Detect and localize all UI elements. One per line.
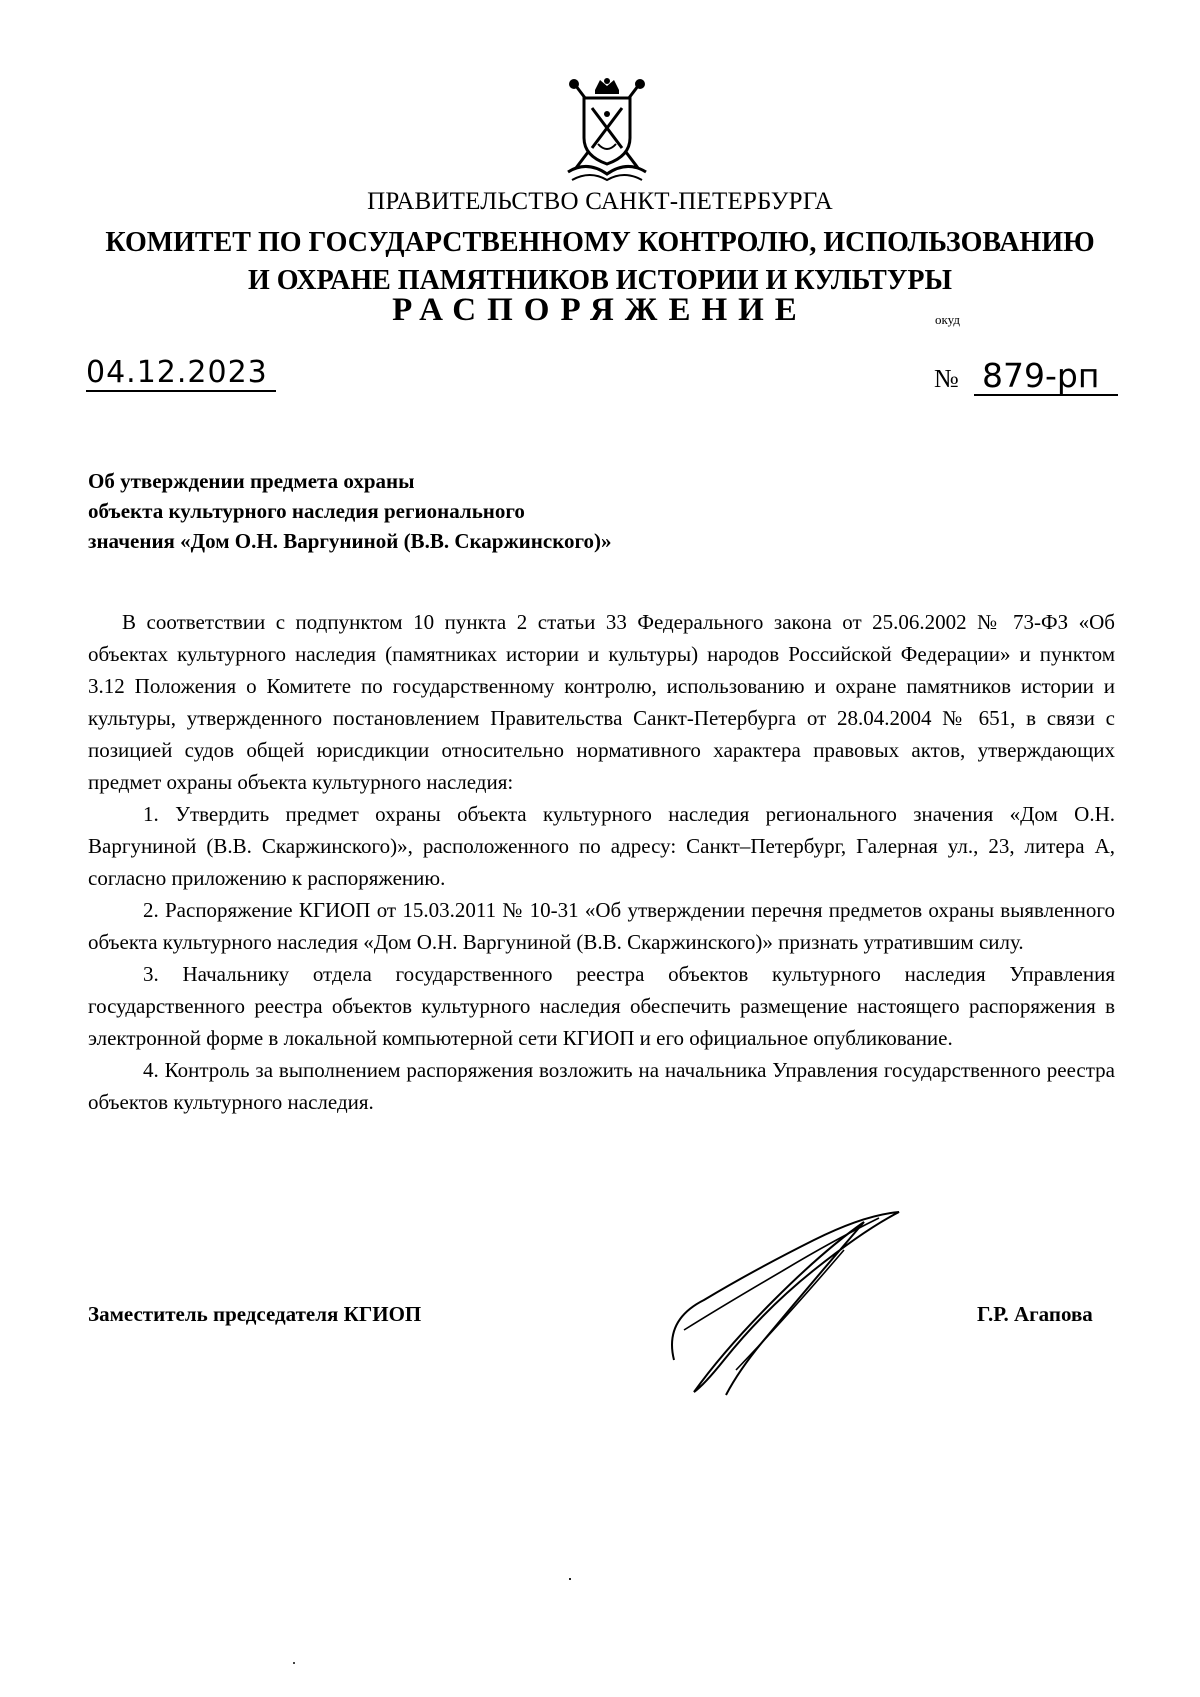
order-point: 2. Распоряжение КГИОП от 15.03.2011 № 10-31 «Об утверждении перечня предметов охраны выявленного объекта культурного наследия «Дом О.Н. Варгуниной (В.В. Скаржинского)» признать утратившим силу. xyxy=(88,898,1115,954)
number-value: 879-рп xyxy=(974,358,1118,396)
coat-of-arms-icon xyxy=(562,76,652,184)
okud-label: окуд xyxy=(935,312,960,327)
order-point: 3. Начальнику отдела государственного реестра объектов культурного наследия Управления государственного реестра объектов культурного наследия обеспечить размещение настоящего распоряжения в электронной форме в локальной компьютерной сети КГИОП и его официальное опубликование. xyxy=(88,962,1115,1050)
intro-paragraph: В соответствии с подпунктом 10 пункта 2 статьи 33 Федерального закона от 25.06.2002 № 73-ФЗ «Об объектах культурного наследия (памятниках истории и культуры) народов Российской Федерации» и пунктом 3.12 Положения о Комитете по государственному контролю, использованию и охране памятников истории и культуры, утвержденного постановлением Правительства Санкт-Петербурга от 28.04.2004 № 651, в связи с позицией судов общей юрисдикции относительно нормативного характера правовых актов, утверждающих предмет охраны объекта культурного наследия: xyxy=(88,610,1115,794)
document-date: 04.12.2023 xyxy=(86,356,276,392)
subject-line: Об утверждении предмета охраны xyxy=(88,469,415,493)
committee-line: КОМИТЕТ ПО ГОСУДАРСТВЕННОМУ КОНТРОЛЮ, ИСПОЛЬЗОВАНИЮ xyxy=(105,227,1095,258)
number-sign: № xyxy=(934,364,959,393)
committee-line: И ОХРАНЕ ПАМЯТНИКОВ ИСТОРИИ И КУЛЬТУРЫ xyxy=(248,265,952,296)
subject-line: значения «Дом О.Н. Варгуниной (В.В. Скаржинского)» xyxy=(88,529,612,553)
order-point: 1. Утвердить предмет охраны объекта культурного наследия регионального значения «Дом О.Н. Варгуниной (В.В. Скаржинского)», расположенного по адресу: Санкт–Петербург, Галерная ул., 23, литера А, согласно приложению к распоряжению. xyxy=(88,802,1115,890)
government-name: ПРАВИТЕЛЬСТВО САНКТ-ПЕТЕРБУРГА xyxy=(367,188,833,215)
signature-icon xyxy=(664,1210,904,1400)
scan-speck xyxy=(293,1662,295,1664)
scan-speck xyxy=(569,1578,571,1580)
signer-name: Г.Р. Агапова xyxy=(977,1302,1093,1326)
order-point: 4. Контроль за выполнением распоряжения возложить на начальника Управления государственного реестра объектов культурного наследия. xyxy=(88,1058,1115,1114)
committee-name xyxy=(0,224,1200,300)
subject-line: объекта культурного наследия регионального xyxy=(88,499,525,523)
document-subject xyxy=(88,466,788,556)
signer-position: Заместитель председателя КГИОП xyxy=(88,1302,422,1326)
document-type: РАСПОРЯЖЕНИЕ xyxy=(392,292,808,328)
document-number xyxy=(934,358,1118,398)
document-body xyxy=(88,606,1115,1118)
